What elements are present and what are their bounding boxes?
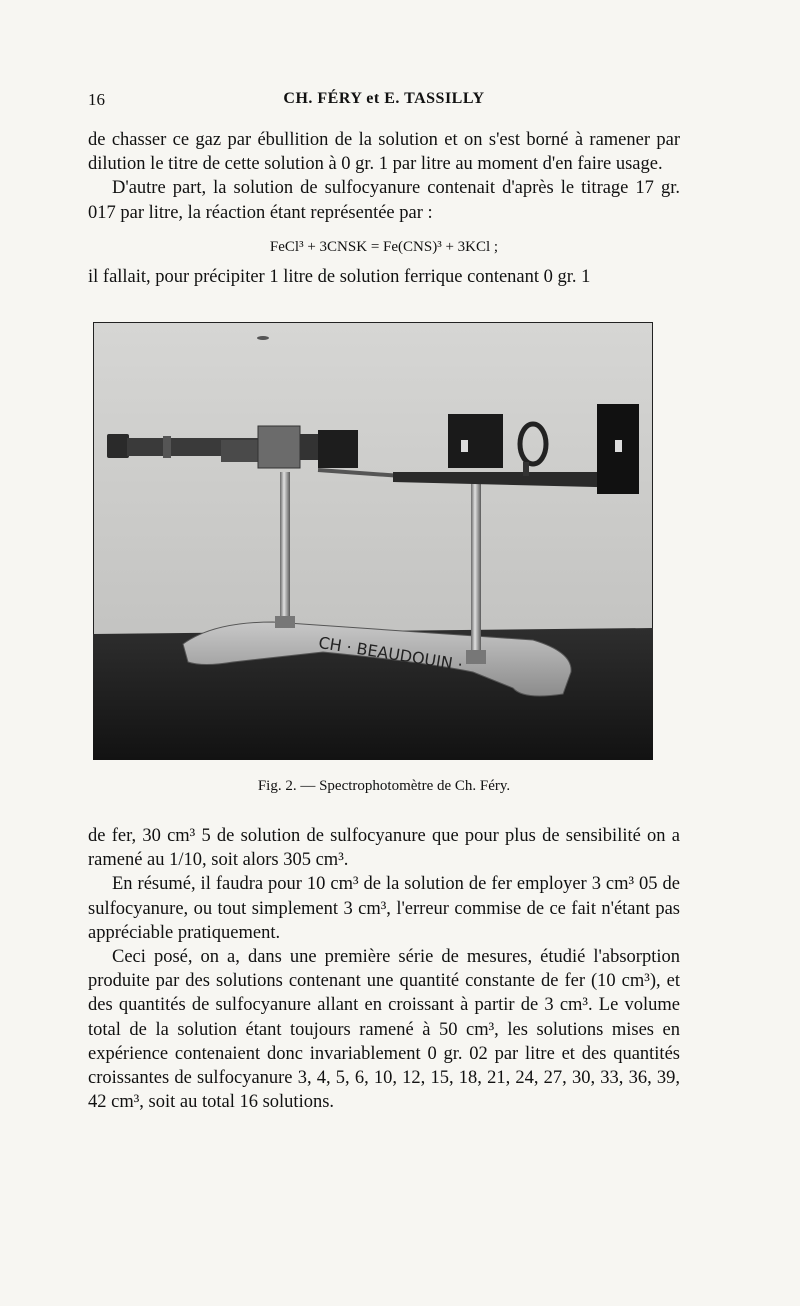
running-title: CH. FÉRY et E. TASSILLY [283, 90, 485, 107]
cell-window [461, 440, 468, 452]
slit-box [318, 430, 358, 468]
paragraph-5: En résumé, il faudra pour 10 cm³ de la solution de fer employer 3 cm³ 05 de sulfocyanure, ou tout simplement 3 cm³, l'erreur commise de ce fait n'étant pas appréciable pratiquement. [88, 874, 680, 943]
telescope-ring [163, 436, 171, 458]
prism-housing [258, 426, 300, 468]
bottom-text-block [88, 824, 680, 1114]
photo-speck [257, 336, 269, 340]
eyepiece [107, 434, 129, 458]
absorption-cell-box [448, 414, 503, 468]
spectrophotometer-photo [93, 322, 653, 760]
right-rod-foot [466, 650, 486, 664]
top-text-block [88, 128, 680, 289]
paragraph-6: Ceci posé, on a, dans une première série de mesures, étudié l'absorption produite par des solutions contenant une quantité constante de fer (10 cm³), et des quantités de sulfocyanure allant en croissant à partir de 3 cm³. Le volume total de la solution étant toujours ramené à 50 cm³, les solutions mises en expérience contenaient donc invariablement 0 gr. 02 par litre et des quantités croissantes de sulfocyanure 3, 4, 5, 6, 10, 12, 15, 18, 21, 24, 27, 30, 33, 36, 39, 42 cm³, soit au total 16 solutions. [88, 947, 680, 1113]
engraved-label: CH · BEAUDOUIN · [317, 632, 465, 675]
spectrophotometer-figure [93, 322, 653, 760]
left-rod-foot [275, 616, 295, 628]
figure-caption: Fig. 2. — Spectrophotomètre de Ch. Féry. [257, 778, 511, 794]
lens-stem [523, 462, 529, 476]
paragraph-3: il fallait, pour précipiter 1 litre de solution ferrique contenant 0 gr. 1 [88, 267, 591, 288]
paragraph-2: D'autre part, la solution de sulfocyanure contenait d'après le titrage 17 gr. 017 par litre, la réaction étant représentée par : [88, 178, 680, 223]
screen-aperture [615, 440, 622, 452]
paragraph-1: de chasser ce gaz par ébullition de la solution et on s'est borné à ramener par dilution le titre de cette solution à 0 gr. 1 par litre au moment d'en faire usage. [88, 130, 680, 175]
collimator-joint [300, 434, 318, 460]
paragraph-4: de fer, 30 cm³ 5 de solution de sulfocyanure que pour plus de sensibilité on a ramené au 1/10, soit alors 305 cm³. [88, 826, 680, 871]
chemical-equation: FeCl³ + 3CNSK = Fe(CNS)³ + 3KCl ; [269, 238, 499, 255]
right-support-rod [471, 482, 481, 657]
page-number: 16 [88, 90, 105, 109]
page-header [88, 90, 680, 114]
left-support-rod [280, 472, 290, 622]
